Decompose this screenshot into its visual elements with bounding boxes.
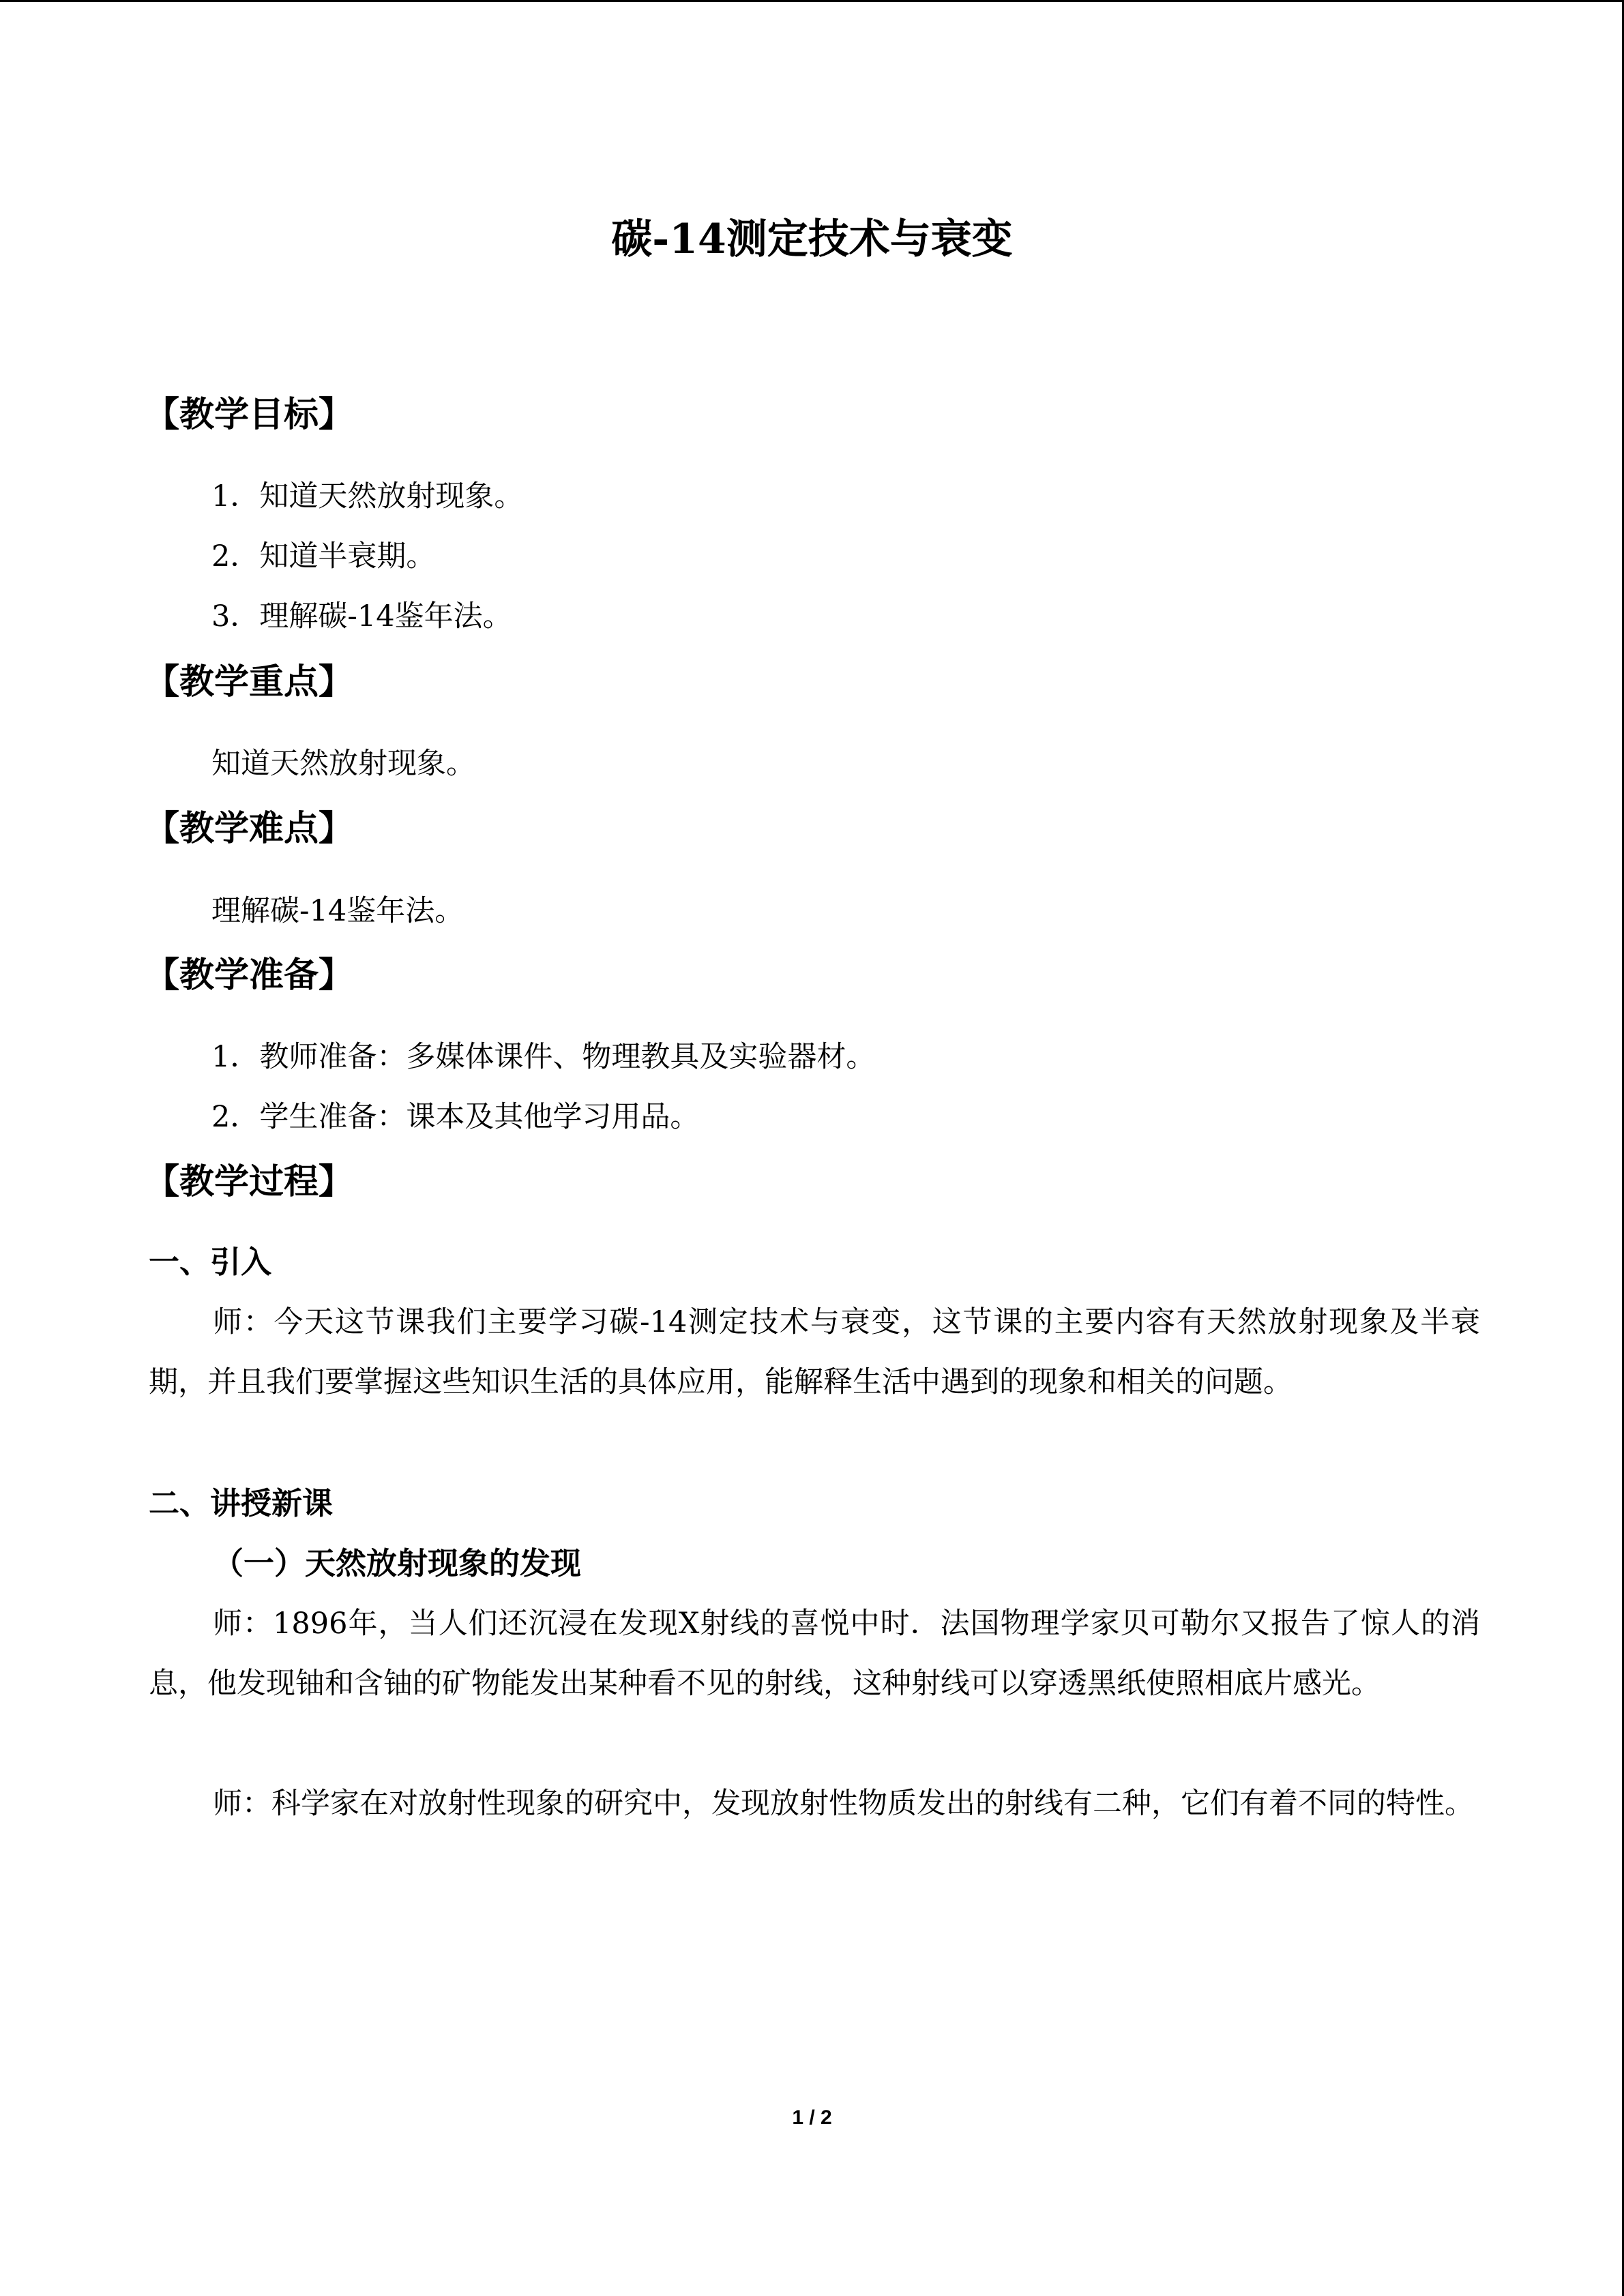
- key-points-text: 知道天然放射现象。: [211, 747, 475, 781]
- preparation-item-2: 2．学生准备：课本及其他学习用品。: [211, 1100, 700, 1134]
- objective-item-3: 3．理解碳-14鉴年法。: [211, 599, 512, 633]
- process-subsection1-heading: （一）天然放射现象的发现: [213, 1545, 582, 1581]
- process-part1-paragraph: 师：今天这节课我们主要学习碳-14测定技术与衰变，这节课的主要内容有天然放射现象及半衰期，并且我们要掌握这些知识生活的具体应用，能解释生活中遇到的现象和相关的问题。: [149, 1305, 1480, 1399]
- section-heading-process: 【教学过程】: [145, 1161, 354, 1202]
- difficulties-text: 理解碳-14鉴年法。: [211, 894, 464, 928]
- page-number: 1 / 2: [792, 2106, 832, 2129]
- section-heading-key-points: 【教学重点】: [145, 661, 354, 702]
- objective-item-1: 1．知道天然放射现象。: [211, 479, 524, 513]
- objective-item-2: 2．知道半衰期。: [211, 539, 436, 573]
- process-part1-heading: 一、引入: [149, 1244, 272, 1280]
- preparation-item-1: 1．教师准备：多媒体课件、物理教具及实验器材。: [211, 1040, 876, 1074]
- process-part2-heading: 二、讲授新课: [149, 1485, 334, 1521]
- section-heading-objectives: 【教学目标】: [145, 394, 354, 435]
- document-title: 碳-14测定技术与衰变: [611, 215, 1013, 263]
- process-subsection1-paragraph2: 师：科学家在对放射性现象的研究中，发现放射性物质发出的射线有二种，它们有着不同的特性。: [213, 1787, 1474, 1821]
- section-heading-preparation: 【教学准备】: [145, 955, 354, 996]
- section-heading-difficulties: 【教学难点】: [145, 808, 354, 849]
- process-subsection1-paragraph1: 师：1896年，当人们还沉浸在发现X射线的喜悦中时．法国物理学家贝可勒尔又报告了惊人的消息，他发现铀和含铀的矿物能发出某种看不见的射线，这种射线可以穿透黑纸使照相底片感光。: [149, 1607, 1480, 1701]
